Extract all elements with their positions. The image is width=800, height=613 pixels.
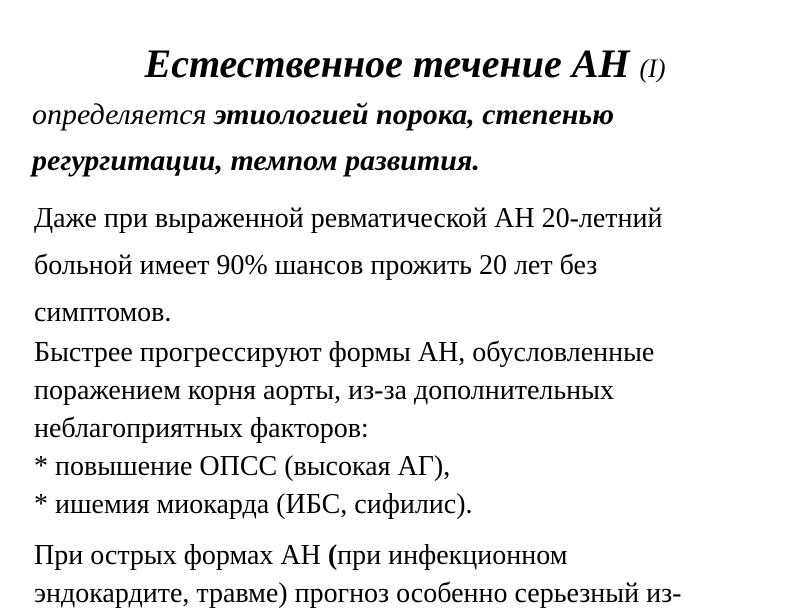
- paragraph-2-line: Быстрее прогрессируют формы АН, обусловленные: [34, 337, 655, 368]
- paragraph-2-line: неблагоприятных факторов:: [34, 413, 369, 444]
- paragraph-1: [34, 195, 784, 336]
- paragraph-3: [34, 537, 784, 613]
- paragraph-1-line: симптомов.: [34, 297, 172, 328]
- paragraph-1-line: Даже при выраженной ревматической АН 20-летний: [34, 203, 663, 234]
- paragraph-2-line: поражением корня аорты, из-за дополнительных: [34, 375, 614, 406]
- paragraph-1-line: больной имеет 90% шансов прожить 20 лет без: [34, 250, 598, 281]
- intro-lead: определяется: [32, 98, 215, 131]
- paragraph-2: [34, 334, 784, 524]
- title-suffix: (I): [639, 54, 666, 83]
- slide-title: [0, 38, 800, 95]
- paragraph-3-cont: при инфекционном: [337, 540, 568, 571]
- bullet-item: * ишемия миокарда (ИБС, сифилис).: [34, 489, 473, 520]
- intro-text: [32, 92, 782, 184]
- paragraph-3-start: При острых формах АН: [34, 540, 328, 571]
- paragraph-3-paren: (: [327, 540, 338, 571]
- bullet-item: * повышение ОПСС (высокая АГ),: [34, 451, 451, 482]
- intro-emphasis-line1: этиологией порока, степенью: [214, 98, 615, 131]
- title-text: Естественное течение АН: [144, 41, 630, 86]
- paragraph-3-line: эндокардите, травме) прогноз особенно серьезный из-: [34, 578, 682, 609]
- intro-emphasis-line2: регургитации, темпом развития.: [32, 144, 480, 177]
